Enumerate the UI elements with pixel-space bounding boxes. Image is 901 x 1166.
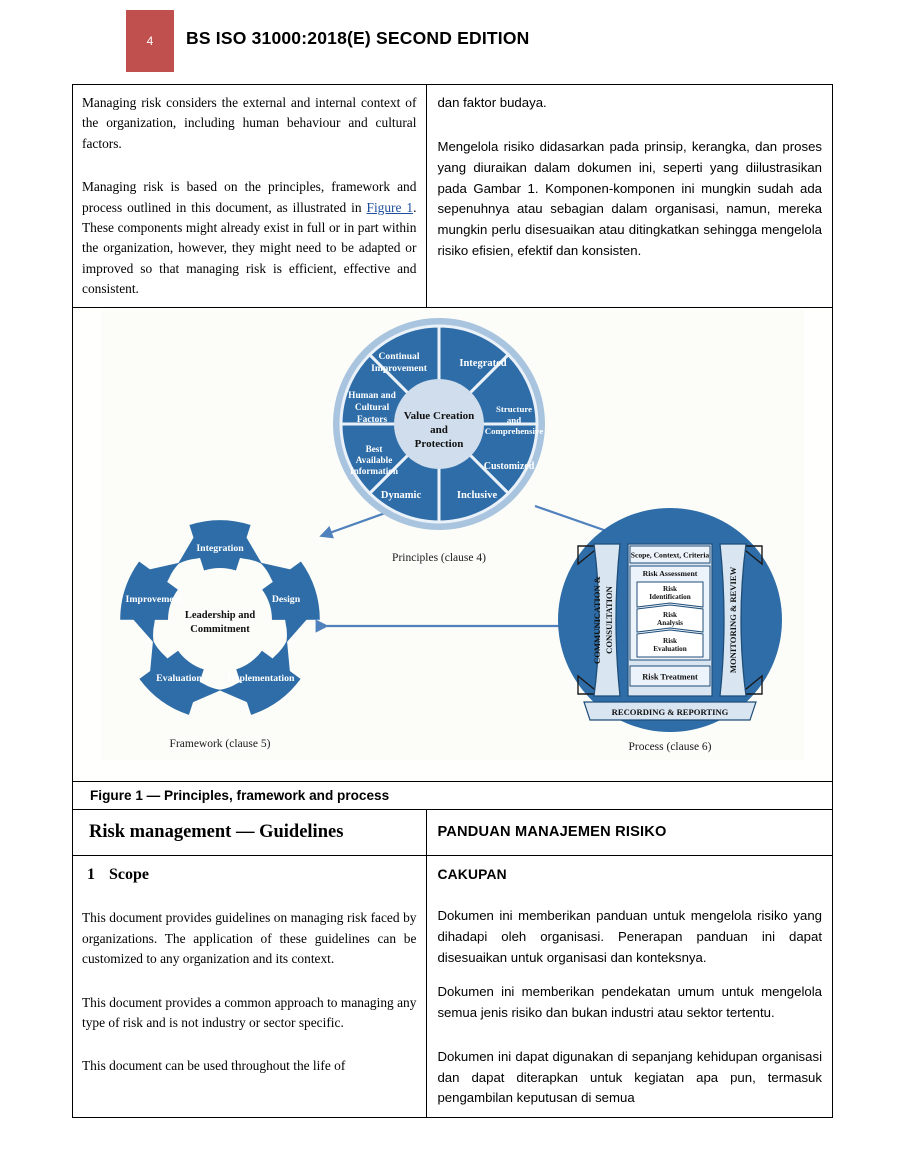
clause-title: Scope xyxy=(109,866,149,884)
label-inclusive: Inclusive xyxy=(456,490,498,502)
framework-center-line-2: Commitment xyxy=(190,624,250,636)
label-integrated: Integrated xyxy=(459,358,507,370)
label-risk-treatment: Risk Treatment xyxy=(642,672,698,682)
label-available: Available xyxy=(355,455,393,466)
scope-indonesian-text xyxy=(427,888,832,1117)
label-risk-analysis-1: Risk xyxy=(663,611,677,620)
process-diagram xyxy=(558,508,782,732)
paragraph-en-2: Managing risk is based on the principles, framework and process outlined in this document, as illustrated in Figure 1. These components might already exist in full or in part within the organization, however, they might need to be adapted or improved so that managing risk is efficient, effective and consistent. xyxy=(82,179,417,296)
cell-intro-english xyxy=(73,85,427,308)
paragraph-spacer xyxy=(437,1037,822,1047)
document-title: BS ISO 31000:2018(E) SECOND EDITION xyxy=(186,28,530,48)
intro-english-text xyxy=(73,85,426,307)
paragraph-spacer xyxy=(82,1046,416,1056)
scope-english-text xyxy=(73,890,426,1084)
cell-scope-indonesian xyxy=(427,856,833,1118)
label-factors: Factors xyxy=(356,415,388,426)
cell-intro-indonesian xyxy=(427,85,833,308)
cell-title-english xyxy=(73,810,427,856)
table-row-figure-caption xyxy=(73,782,833,810)
scope-paragraph-en-2: This document provides a common approach to managing any type of risk and is not industry or sector specific. xyxy=(82,994,417,1030)
label-integration: Integration xyxy=(196,543,244,555)
scope-paragraph-id-3: Dokumen ini dapat digunakan di sepanjang kehidupan organisasi dan dapat diterapkan untuk kegiatan apa pun, termasuk pengambilan keputusan di semua xyxy=(437,1048,822,1106)
label-risk-ident-1: Risk xyxy=(663,585,677,594)
clause-heading-english xyxy=(73,856,426,890)
cell-figure xyxy=(73,308,833,782)
clause-heading-indonesian: CAKUPAN xyxy=(437,867,507,883)
scope-paragraph-id-1: Dokumen ini memberikan panduan untuk mengelola risiko yang dihadapi oleh organisasi. Penerapan panduan ini dapat disesuaikan untuk organisasi dan konteksnya. xyxy=(437,908,822,966)
figure-1-container xyxy=(73,308,832,781)
label-human-and: Human and xyxy=(348,391,396,402)
framework-center-line-1: Leadership and xyxy=(184,610,256,622)
label-evaluation: Evaluation xyxy=(156,673,202,685)
label-continual: Continual xyxy=(378,351,420,363)
label-cultural: Cultural xyxy=(354,403,390,414)
label-risk-assessment: Risk Assessment xyxy=(642,569,698,579)
scope-paragraph-en-1: This document provides guidelines on managing risk faced by organizations. The application of these guidelines can be customized to any organization and its context. xyxy=(82,910,417,967)
paragraph-en-1: Managing risk considers the external and internal context of the organization, including human behaviour and cultural factors. xyxy=(82,95,417,151)
table-row-figure xyxy=(73,308,833,782)
clause-number: 1 xyxy=(87,866,95,884)
page-header xyxy=(0,0,901,80)
section-title-english: Risk management — Guidelines xyxy=(89,822,344,843)
principles-center-line-1: Value Creation xyxy=(403,410,475,423)
paragraph-spacer xyxy=(437,127,822,137)
label-customized: Customized xyxy=(483,461,535,473)
label-structure: Structure xyxy=(496,404,532,415)
framework-clause-label: Framework (clause 5) xyxy=(169,738,271,751)
figure-1-link[interactable]: Figure 1 xyxy=(366,199,414,215)
cell-figure-caption xyxy=(73,782,833,810)
label-information: Information xyxy=(350,466,398,477)
paragraph-id-1: dan faktor budaya. xyxy=(437,95,547,110)
table-row-intro xyxy=(73,85,833,308)
scope-paragraph-id-2: Dokumen ini memberikan pendekatan umum untuk mengelola semua jenis risiko dan bukan industri atau sektor tertentu. xyxy=(437,983,822,1020)
scope-paragraph-en-3: This document can be used throughout the life of xyxy=(82,1058,346,1074)
label-and: and xyxy=(506,415,522,426)
cell-title-indonesian xyxy=(427,810,833,856)
label-best: Best xyxy=(365,444,383,455)
framework-wheel xyxy=(115,510,326,723)
page-number-box xyxy=(126,10,174,72)
bilingual-document-table xyxy=(72,84,833,1118)
paragraph-spacer xyxy=(82,167,416,177)
figure-1-svg xyxy=(73,308,832,781)
paragraph-spacer xyxy=(82,983,416,993)
label-risk-analysis-2: Analysis xyxy=(657,619,683,628)
label-improvement-framework: Improvement xyxy=(125,594,183,606)
table-row-section-title xyxy=(73,810,833,856)
label-monitoring-review: MONITORING & REVIEW xyxy=(728,567,738,674)
label-risk-eval-1: Risk xyxy=(663,637,677,646)
figure-caption: Figure 1 — Principles, framework and process xyxy=(90,788,390,804)
paragraph-id-2: Mengelola risiko didasarkan pada prinsip, kerangka, dan proses yang diuraikan dalam dokumen ini, seperti yang diilustrasikan pada Gambar 1. Komponen-komponen ini mungkin sudah ada sepenuhnya atau sebagian dalam organisasi, namun, mereka mungkin perlu disesuaikan atau ditingkatkan sehingga mengelola risiko efisien, efektif dan konsisten. xyxy=(437,138,822,259)
label-implementation: Implementation xyxy=(227,673,295,685)
label-consultation: CONSULTATION xyxy=(604,586,614,655)
principles-wheel xyxy=(333,318,545,530)
label-scope-context-criteria: Scope, Context, Criteria xyxy=(630,550,710,560)
principles-center-line-3: Protection xyxy=(414,438,464,451)
paragraph-spacer xyxy=(82,898,416,908)
page-number: 4 xyxy=(146,34,154,48)
principles-clause-label: Principles (clause 4) xyxy=(392,552,486,565)
label-recording-reporting: RECORDING & REPORTING xyxy=(611,707,729,718)
process-clause-label: Process (clause 6) xyxy=(628,741,712,754)
intro-indonesian-text xyxy=(427,85,832,270)
label-design: Design xyxy=(271,594,301,606)
label-improvement: Improvement xyxy=(371,363,427,375)
label-dynamic: Dynamic xyxy=(380,490,422,502)
principles-center-line-2: and xyxy=(430,424,448,437)
label-comprehensive: Comprehensive xyxy=(484,426,544,437)
table-row-scope xyxy=(73,856,833,1118)
label-risk-eval-2: Evaluation xyxy=(653,645,687,654)
label-communication: COMMUNICATION & xyxy=(592,576,602,665)
label-risk-ident-2: Identification xyxy=(649,593,691,602)
cell-scope-english xyxy=(73,856,427,1118)
section-title-indonesian: PANDUAN MANAJEMEN RISIKO xyxy=(437,824,667,841)
paragraph-spacer xyxy=(437,896,822,906)
